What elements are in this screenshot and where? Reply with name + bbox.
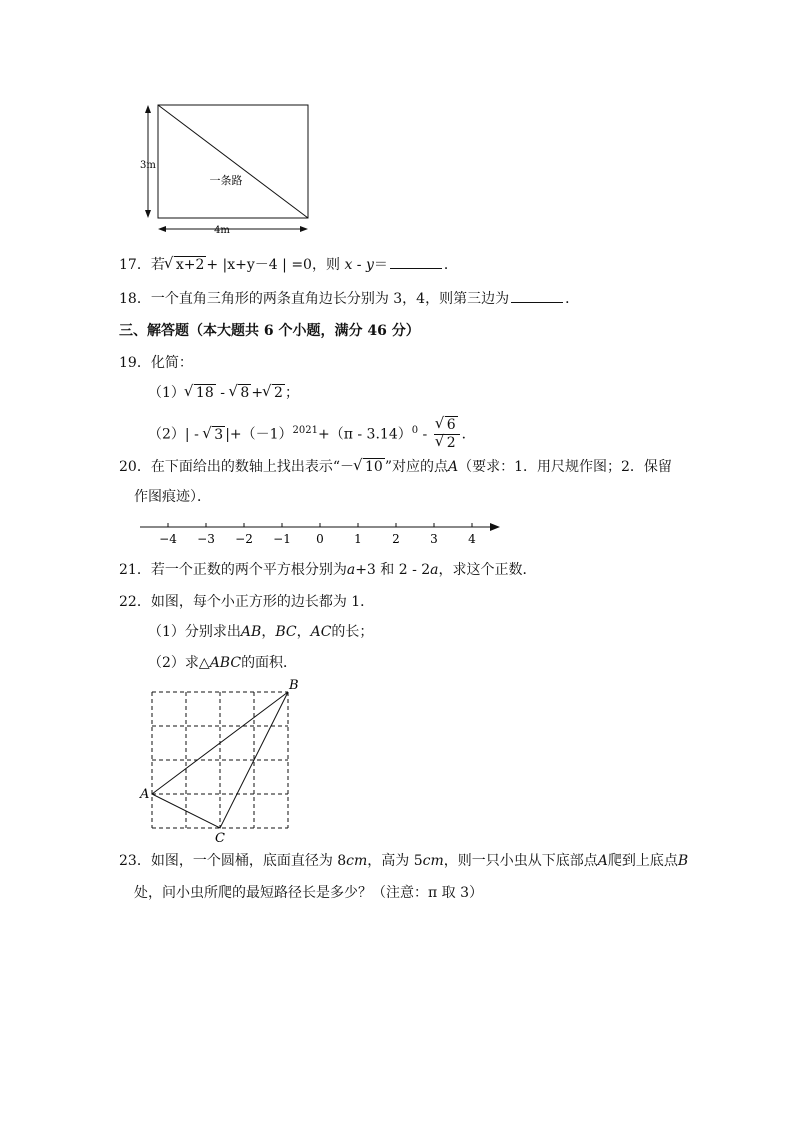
question-22-part1: （1）分别求出AB，BC，AC的长；	[148, 624, 374, 640]
number-line	[130, 515, 510, 549]
width-label: 4m	[214, 225, 230, 236]
section-title: 三、解答题（本大题共 6 个小题，满分 46 分）	[119, 323, 420, 339]
vertex-label-b: B	[289, 678, 299, 693]
number-line-tick-label: 0	[316, 532, 324, 546]
question-19-part2: （2）| - √ 3 $|+(-1)^{2021}+(\pi - 3.14)^0$ - √ 6 √ 2 ．	[148, 413, 476, 453]
height-label: 3m	[140, 160, 156, 171]
question-23-line2: 处，问小虫所爬的最短路径长是多少？（注意：π 取 3）	[134, 885, 484, 901]
fraction: √ 6 √ 2	[434, 417, 460, 452]
question-18: 18．一个直角三角形的两条直角边长分别为 3，4，则第三边为 ．	[119, 288, 579, 309]
number-line-tick-label: 4	[468, 532, 476, 546]
question-17: 17．若√ x+2 + |x+y－4 | =0，则 x - y＝ ．	[119, 254, 458, 275]
question-20-line2: 作图痕迹）．	[134, 489, 211, 505]
question-20-line1: 20．在下面给出的数轴上找出表示“－√ 10 ”对应的点A（要求：1．用尺规作图；2．保留	[119, 457, 672, 477]
question-19-title: 19．化简：	[119, 355, 193, 371]
number-line-tick-label: 2	[392, 532, 400, 546]
vertex-label-a: A	[140, 787, 150, 802]
number-line-tick-label: −4	[159, 532, 177, 546]
number-line-tick-label: −3	[197, 532, 215, 546]
question-22-part2: （2）求△ABC的面积．	[148, 655, 298, 671]
question-19-part1: （1）√ 18 - √ 8 +√ 2 ；	[148, 383, 299, 403]
diagonal-path	[158, 105, 308, 218]
question-23-line1: 23．如图，一个圆桶，底面直径为 8cm，高为 5cm，则一只小虫从下底部点A爬到上底点B	[119, 853, 689, 869]
grid-triangle-figure	[136, 676, 306, 846]
number-line-tick-label: −1	[273, 532, 291, 546]
answer-blank[interactable]	[511, 288, 563, 303]
number-line-tick-label: −2	[235, 532, 253, 546]
question-22-title: 22．如图，每个小正方形的边长都为 1．	[119, 594, 375, 610]
number-line-tick-label: 3	[430, 532, 438, 546]
rectangle-path-figure	[130, 95, 320, 237]
number-line-tick-label: 1	[354, 532, 362, 546]
vertex-label-c: C	[215, 831, 225, 846]
answer-blank[interactable]	[390, 254, 442, 269]
question-21: 21．若一个正数的两个平方根分别为a+3 和 2 - 2a，求这个正数．	[119, 562, 537, 578]
number-line-arrow	[490, 523, 500, 531]
sqrt-symbol: √ x+2	[165, 255, 207, 275]
path-label: 一条路	[209, 174, 243, 187]
